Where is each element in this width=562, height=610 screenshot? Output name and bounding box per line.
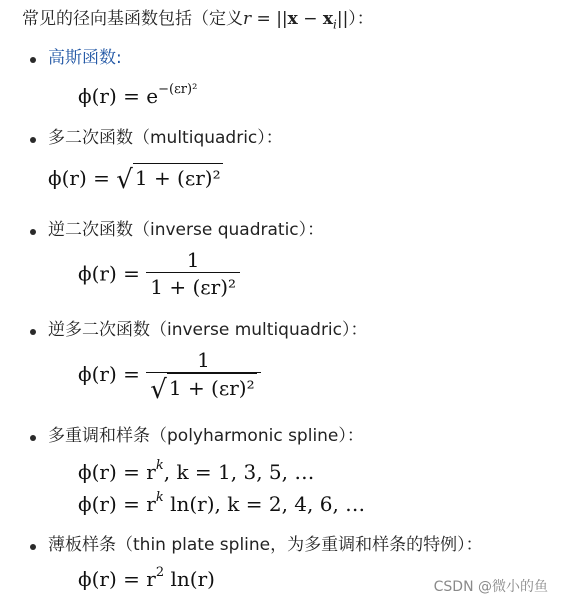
- formula-tps-sup: 2: [155, 565, 165, 581]
- watermark: CSDN @微小的鱼: [433, 579, 548, 595]
- formula-thin-plate: [78, 567, 215, 591]
- fraction-denominator: [146, 372, 260, 405]
- fraction-denominator: 1 + (εr)²: [146, 272, 240, 299]
- intro-end: ||）：: [336, 9, 374, 29]
- fraction-numerator: 1: [186, 248, 200, 272]
- bullet-icon: [30, 57, 36, 63]
- formula-multiquadric: [48, 165, 223, 195]
- item-label-gaussian[interactable]: 高斯函数:: [48, 48, 122, 68]
- fraction-numerator: 1: [197, 348, 210, 372]
- bullet-icon: [30, 435, 36, 441]
- formula-invmq-lhs: ϕ(r) =: [78, 362, 147, 386]
- intro-sub: i: [333, 17, 337, 32]
- bullet-icon: [30, 137, 36, 143]
- formula-polyharmonic-line1: [78, 460, 314, 484]
- fraction: [146, 248, 240, 299]
- formula-multiquadric-lhs: ϕ(r) =: [48, 166, 117, 190]
- bullet-icon: [30, 229, 36, 235]
- item-label-inverse-quadratic: 逆二次函数（inverse quadratic）：: [48, 220, 325, 240]
- fraction-denominator-radicand: 1 + (εr)²: [167, 373, 257, 400]
- formula-tps-rhs: ln(r): [164, 567, 215, 591]
- intro-text: [22, 6, 374, 37]
- intro-eq: = ||: [251, 9, 288, 29]
- formula-inverse-quadratic: [78, 248, 240, 299]
- intro-minus: −: [297, 9, 323, 29]
- bullet-icon: [30, 544, 36, 550]
- formula-poly2-sup: k: [155, 490, 164, 506]
- item-label-thin-plate: 薄板样条（thin plate spline，为多重调和样条的特例）：: [48, 535, 483, 555]
- formula-polyharmonic-line2: [78, 492, 365, 516]
- formula-poly1-a: ϕ(r) = r: [78, 460, 156, 484]
- formula-gaussian-lhs: ϕ(r) = e: [78, 84, 159, 108]
- intro-label: 常见的径向基函数包括（定义: [22, 9, 243, 29]
- intro-x: x: [287, 9, 298, 29]
- formula-poly2-b: ln(r), k = 2, 4, 6, …: [163, 492, 366, 516]
- formula-multiquadric-radicand: 1 + (εr)²: [133, 163, 223, 190]
- formula-poly2-a: ϕ(r) = r: [78, 492, 156, 516]
- fraction: [146, 348, 260, 405]
- item-label-multiquadric: 多二次函数（multiquadric）：: [48, 128, 283, 148]
- formula-poly1-sup: k: [155, 458, 164, 474]
- formula-tps-lhs: ϕ(r) = r: [78, 567, 156, 591]
- sqrt-icon: √: [116, 165, 133, 195]
- formula-invquad-lhs: ϕ(r) =: [78, 261, 147, 286]
- formula-inverse-multiquadric: [78, 348, 261, 405]
- intro-xi: x: [322, 9, 333, 29]
- bullet-icon: [30, 329, 36, 335]
- formula-gaussian-sup: −(εr)²: [158, 82, 198, 98]
- formula-poly1-b: , k = 1, 3, 5, …: [163, 460, 315, 484]
- formula-gaussian: [78, 84, 197, 108]
- item-label-polyharmonic: 多重调和样条（polyharmonic spline）：: [48, 426, 364, 446]
- sqrt-icon: √: [150, 375, 167, 405]
- intro-var: r: [243, 9, 252, 29]
- item-label-inverse-multiquadric: 逆多二次函数（inverse multiquadric）：: [48, 320, 368, 340]
